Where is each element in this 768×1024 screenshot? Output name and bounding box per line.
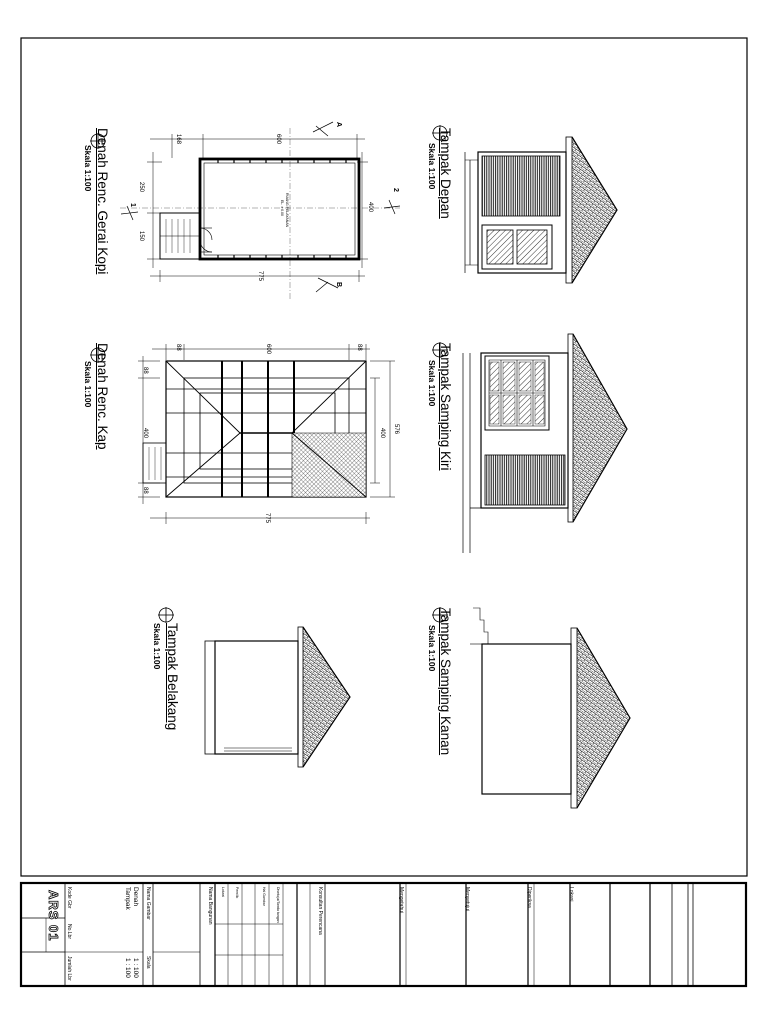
view-title-tampak-depan: Tampak Depan bbox=[438, 128, 453, 219]
room-label: RUANG PELAYANAN bbox=[285, 193, 289, 228]
rear-elevation bbox=[158, 607, 350, 767]
view-scale-tampak-samping-kanan: Skala 1:100 bbox=[427, 625, 437, 672]
axis-mark: 1 bbox=[129, 203, 136, 207]
konsultan-perencana-label: Konsultan Perencana bbox=[317, 887, 323, 935]
dimension-label: 775 bbox=[257, 271, 263, 282]
view-scale-tampak-depan: Skala 1:100 bbox=[427, 143, 437, 190]
axis-mark: B bbox=[335, 282, 342, 288]
view-title-denah-kap: Denah Renc. Kap bbox=[95, 343, 110, 450]
nomor-lembar-label: No.Lbr bbox=[66, 924, 72, 940]
right-side-elevation bbox=[432, 607, 630, 808]
nama-gambar-label: Nama Gambar bbox=[145, 887, 151, 920]
skala-label: Skala bbox=[145, 956, 151, 969]
small-label: Pemilik bbox=[235, 887, 239, 899]
sheet-border bbox=[21, 38, 747, 876]
view-scale-denah-gerai-kopi: Skala 1:100 bbox=[83, 145, 93, 192]
kode-gambar-label: Kode Gbr bbox=[66, 887, 72, 909]
view-title-tampak-samping-kiri: Tampak Samping Kiri bbox=[438, 343, 453, 471]
view-scale-tampak-belakang: Skala 1:100 bbox=[152, 623, 162, 670]
view-scale-tampak-samping-kiri: Skala 1:100 bbox=[427, 360, 437, 407]
dimension-label: 576 bbox=[393, 424, 399, 435]
small-label: Lokasi bbox=[221, 887, 225, 898]
dimension-label: 400 bbox=[367, 202, 373, 213]
menyetujui-label: Menyetujui bbox=[464, 887, 470, 912]
small-label: Hal Gambar bbox=[262, 887, 266, 906]
floor-plan-gerai-kopi bbox=[90, 122, 400, 300]
dimension-label: 600 bbox=[275, 134, 281, 145]
view-title-tampak-samping-kanan: Tampak Samping Kanan bbox=[438, 608, 453, 756]
drawing-name-1: Denah bbox=[132, 887, 139, 907]
left-side-elevation bbox=[432, 334, 627, 553]
dimension-label: 88 bbox=[356, 344, 362, 351]
dimension-label: 150 bbox=[138, 231, 144, 242]
room-elevation: EL. ± 0.00 bbox=[280, 200, 284, 216]
dimension-label: 88 bbox=[142, 487, 148, 494]
dimension-label: 88 bbox=[142, 367, 148, 374]
dimension-label: 400 bbox=[142, 428, 148, 439]
front-elevation bbox=[432, 125, 617, 283]
small-label: Disetujui/Tanda tangan bbox=[276, 887, 280, 923]
lokasi-label: Lokasi bbox=[568, 887, 574, 902]
dimension-label: 775 bbox=[264, 513, 270, 524]
dimension-label: 400 bbox=[379, 428, 385, 439]
view-scale-denah-kap: Skala 1:100 bbox=[83, 361, 93, 408]
roof-plan bbox=[90, 344, 395, 524]
jumlah-lembar-label: Jumlah Lbr bbox=[66, 956, 72, 981]
drawing-name-2: Tampak bbox=[124, 887, 131, 910]
diperiksa-label: Diperiksa bbox=[526, 887, 532, 908]
view-title-denah-gerai-kopi: Denah Renc. Gerai Kopi bbox=[95, 128, 110, 275]
dimension-label: 168 bbox=[175, 134, 181, 145]
view-title-tampak-belakang: Tampak Belakang bbox=[165, 623, 180, 731]
dimension-label: 600 bbox=[265, 344, 271, 355]
axis-mark: 2 bbox=[392, 188, 399, 192]
dimension-label: 250 bbox=[138, 182, 144, 193]
drawing-scale-1: 1 : 100 bbox=[132, 958, 139, 978]
title-block-grid bbox=[21, 883, 693, 986]
mengetahui-label: Mengetahui bbox=[398, 887, 404, 914]
nama-bangunan-label: Nama Bangunan bbox=[207, 887, 213, 925]
drawing-scale-2: 1 : 100 bbox=[124, 958, 131, 978]
axis-mark: A bbox=[335, 122, 342, 128]
dimension-label: 88 bbox=[175, 344, 181, 351]
sheet-code: ARS 01 bbox=[46, 890, 61, 942]
